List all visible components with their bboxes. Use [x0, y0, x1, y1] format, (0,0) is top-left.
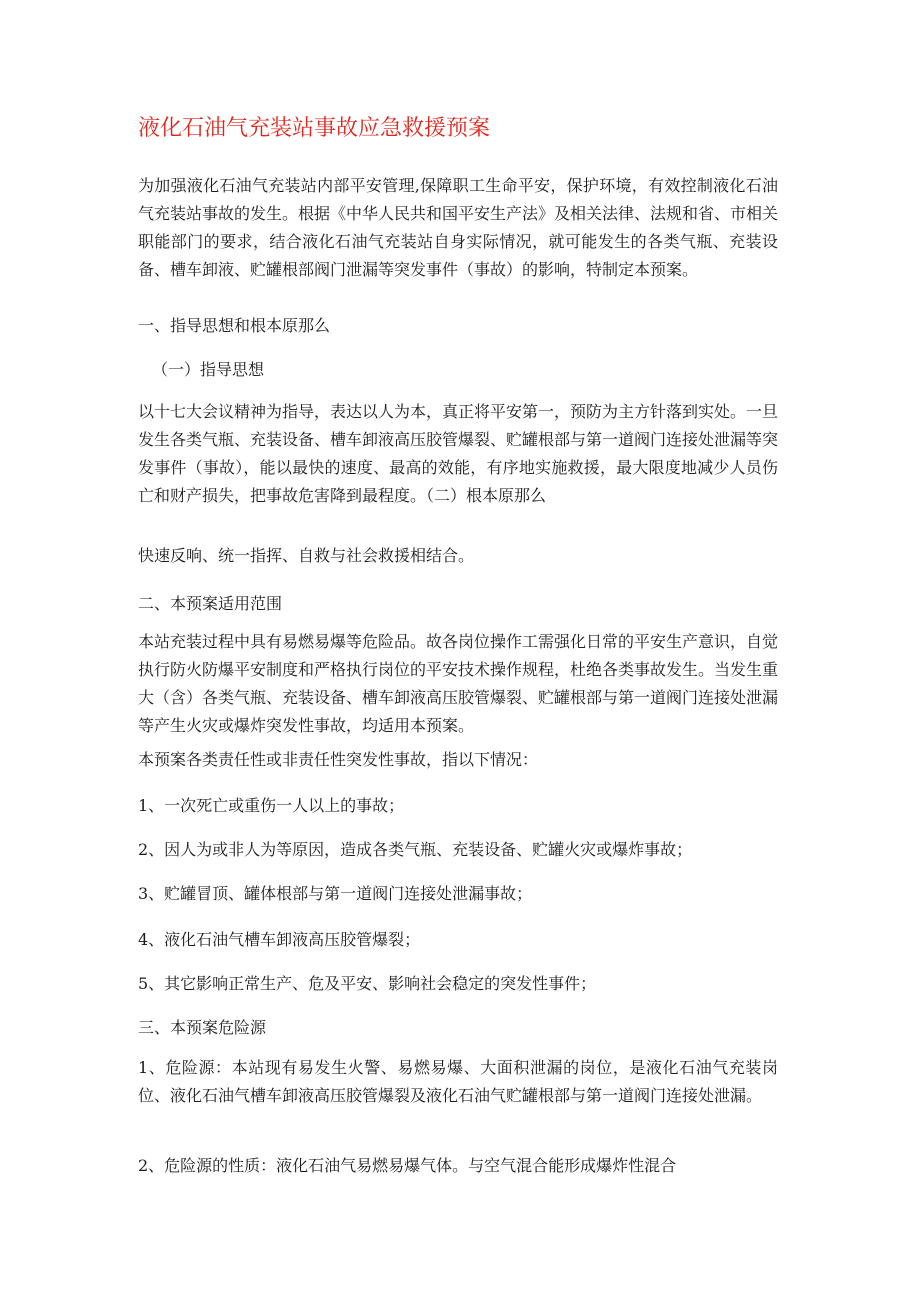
- section-2-paragraph: 本站充装过程中具有易燃易爆等危险品。故各岗位操作工需强化日常的平安生产意识，自觉执行防火防爆平安制度和严格执行岗位的平安技术操作规程，杜绝各类事故发生。当发生重大（含）各类气瓶、充装设备、槽车卸液高压胶管爆裂、贮罐根部与第一道阀门连接处泄漏等产生火灾或爆炸突发性事故，均适用本预案。: [138, 632, 779, 735]
- intro-paragraph: 为加强液化石油气充装站内部平安管理,保障职工生命平安，保护环境，有效控制液化石油气充装站事故的发生。根据《中华人民共和国平安生产法》及相关法律、法规和省、市相关职能部门的要求，结合液化石油气充装站自身实际情况，就可能发生的各类气瓶、充装设备、槽车卸液、贮罐根部阀门泄漏等突发事件（事故）的影响，特制定本预案。: [138, 176, 779, 279]
- section-3-item-1: 1、危险源：本站现有易发生火警、易燃易爆、大面积泄漏的岗位，是液化石油气充装岗位、液化石油气槽车卸液高压胶管爆裂及液化石油气贮罐根部与第一道阀门连接处泄漏。: [138, 1058, 778, 1105]
- section-1-principle: 快速反响、统一指挥、自救与社会救援相结合。: [138, 546, 475, 565]
- list-item: 2、因人为或非人为等原因，造成各类气瓶、充装设备、贮罐火灾或爆炸事故；: [138, 840, 693, 859]
- section-1-heading: 一、指导思想和根本原那么: [138, 316, 331, 335]
- document-title: 液化石油气充装站事故应急救援预案: [138, 116, 491, 141]
- list-item: 1、一次死亡或重伤一人以上的事故；: [138, 796, 405, 815]
- list-item: 3、贮罐冒顶、罐体根部与第一道阀门连接处泄漏事故；: [138, 884, 533, 903]
- section-2-heading: 二、本预案适用范围: [138, 594, 283, 613]
- section-3-item-2: 2、危险源的性质：液化石油气易燃易爆气体。与空气混合能形成爆炸性混合: [138, 1156, 677, 1175]
- list-item: 5、其它影响正常生产、危及平安、影响社会稳定的突发性事件；: [138, 974, 597, 993]
- section-1-subheading: （一）指导思想: [152, 360, 265, 379]
- list-item: 4、液化石油气槽车卸液高压胶管爆裂；: [138, 930, 421, 949]
- section-2-list-intro: 本预案各类责任性或非责任性突发性事故，指以下情况：: [138, 750, 539, 769]
- section-3-heading: 三、本预案危险源: [138, 1018, 267, 1037]
- section-1-paragraph: 以十七大会议精神为指导，表达以人为本，真正将平安第一，预防为主方针落到实处。一旦发生各类气瓶、充装设备、槽车卸液高压胶管爆裂、贮罐根部与第一道阀门连接处泄漏等突发事件（事故），能以最快的速度、最高的效能，有序地实施救援，最大限度地减少人员伤亡和财产损失，把事故危害降到最程度。（二）根本原那么: [138, 402, 779, 505]
